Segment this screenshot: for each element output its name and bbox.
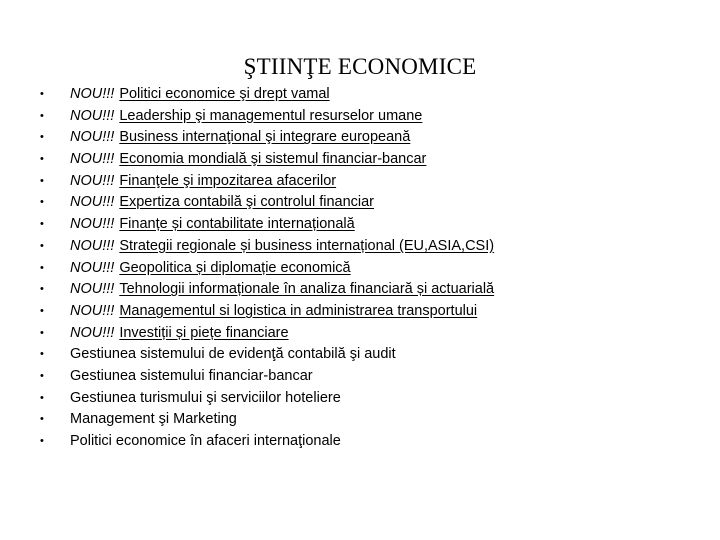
list-item-geopolitica-diplomatie[interactable]: [40, 258, 494, 280]
bullet-icon: •: [40, 304, 44, 317]
program-link[interactable]: Strategii regionale și business internațional (EU,ASIA,CSI): [119, 237, 495, 254]
list-item-investitii-piete[interactable]: [40, 323, 494, 345]
bullet-icon: •: [40, 369, 44, 382]
bullet-icon: •: [40, 391, 44, 404]
program-link[interactable]: Geopolitica și diplomație economică: [119, 259, 351, 276]
program-link[interactable]: Economia mondială şi sistemul financiar-bancar: [119, 151, 427, 168]
list-item-politici-afaceri-internationale: [40, 431, 494, 453]
program-label: Gestiunea sistemului de evidenţă contabilă şi audit: [70, 346, 396, 363]
program-link[interactable]: Finanţele şi impozitarea afacerilor: [119, 172, 337, 189]
new-label: NOU!!!: [70, 216, 115, 233]
list-item-tehnologii-informationale[interactable]: [40, 279, 494, 301]
list-item-management-marketing: [40, 409, 494, 431]
bullet-icon: •: [40, 174, 44, 187]
new-label: NOU!!!: [70, 237, 115, 254]
list-item-politici-drept-vamal[interactable]: [40, 84, 494, 106]
program-label: Gestiunea sistemului financiar-bancar: [70, 367, 313, 384]
bullet-icon: •: [40, 131, 44, 144]
bullet-icon: •: [40, 283, 44, 296]
new-label: NOU!!!: [70, 281, 115, 298]
bullet-icon: •: [40, 435, 44, 447]
list-item-economia-mondiala[interactable]: [40, 149, 494, 171]
list-item-expertiza-contabila[interactable]: [40, 192, 494, 214]
new-label: NOU!!!: [70, 259, 115, 276]
program-link[interactable]: Politici economice şi drept vamal: [119, 86, 330, 102]
new-label: NOU!!!: [70, 194, 115, 211]
list-item-business-international[interactable]: [40, 127, 494, 149]
program-link[interactable]: Tehnologii informaționale în analiza financiară și actuarială: [119, 281, 495, 298]
list-item-leadership-resurse-umane[interactable]: [40, 106, 494, 128]
bullet-icon: •: [40, 196, 44, 209]
list-item-gestiunea-turismului: [40, 388, 494, 410]
bullet-icon: •: [40, 413, 44, 426]
program-list: [40, 84, 494, 453]
program-link[interactable]: Finanțe și contabilitate internațională: [119, 216, 355, 233]
list-item-gestiunea-evidenta-contabila: [40, 344, 494, 366]
list-item-strategii-regionale[interactable]: [40, 236, 494, 258]
bullet-icon: •: [40, 109, 44, 122]
list-item-finantele-impozitarea[interactable]: [40, 171, 494, 193]
new-label: NOU!!!: [70, 151, 115, 168]
program-link[interactable]: Leadership şi managementul resurselor umane: [119, 107, 423, 124]
program-label: Gestiunea turismului şi serviciilor hoteliere: [70, 389, 341, 406]
new-label: NOU!!!: [70, 324, 115, 341]
list-item-gestiunea-financiar-bancar: [40, 366, 494, 388]
new-label: NOU!!!: [70, 86, 115, 102]
slide-title: ŞTIINŢE ECONOMICE: [243, 54, 477, 79]
new-label: NOU!!!: [70, 172, 115, 189]
list-item-finante-contabilitate-internationala[interactable]: [40, 214, 494, 236]
program-label: Management şi Marketing: [70, 411, 237, 428]
program-link[interactable]: Business internaţional şi integrare europeană: [119, 129, 411, 146]
bullet-icon: •: [40, 88, 44, 100]
bullet-icon: •: [40, 218, 44, 231]
program-label: Politici economice în afaceri internaţionale: [70, 433, 341, 449]
list-item-managementul-logistica[interactable]: [40, 301, 494, 323]
new-label: NOU!!!: [70, 129, 115, 146]
bullet-icon: •: [40, 326, 44, 339]
bullet-icon: •: [40, 348, 44, 361]
bullet-icon: •: [40, 239, 44, 252]
new-label: NOU!!!: [70, 302, 115, 319]
program-link[interactable]: Managementul si logistica in administrarea transportului: [119, 302, 478, 319]
bullet-icon: •: [40, 153, 44, 166]
program-link[interactable]: Expertiza contabilă şi controlul financiar: [119, 194, 374, 211]
new-label: NOU!!!: [70, 107, 115, 124]
program-link[interactable]: Investiții și piețe financiare: [119, 324, 289, 341]
bullet-icon: •: [40, 261, 44, 274]
